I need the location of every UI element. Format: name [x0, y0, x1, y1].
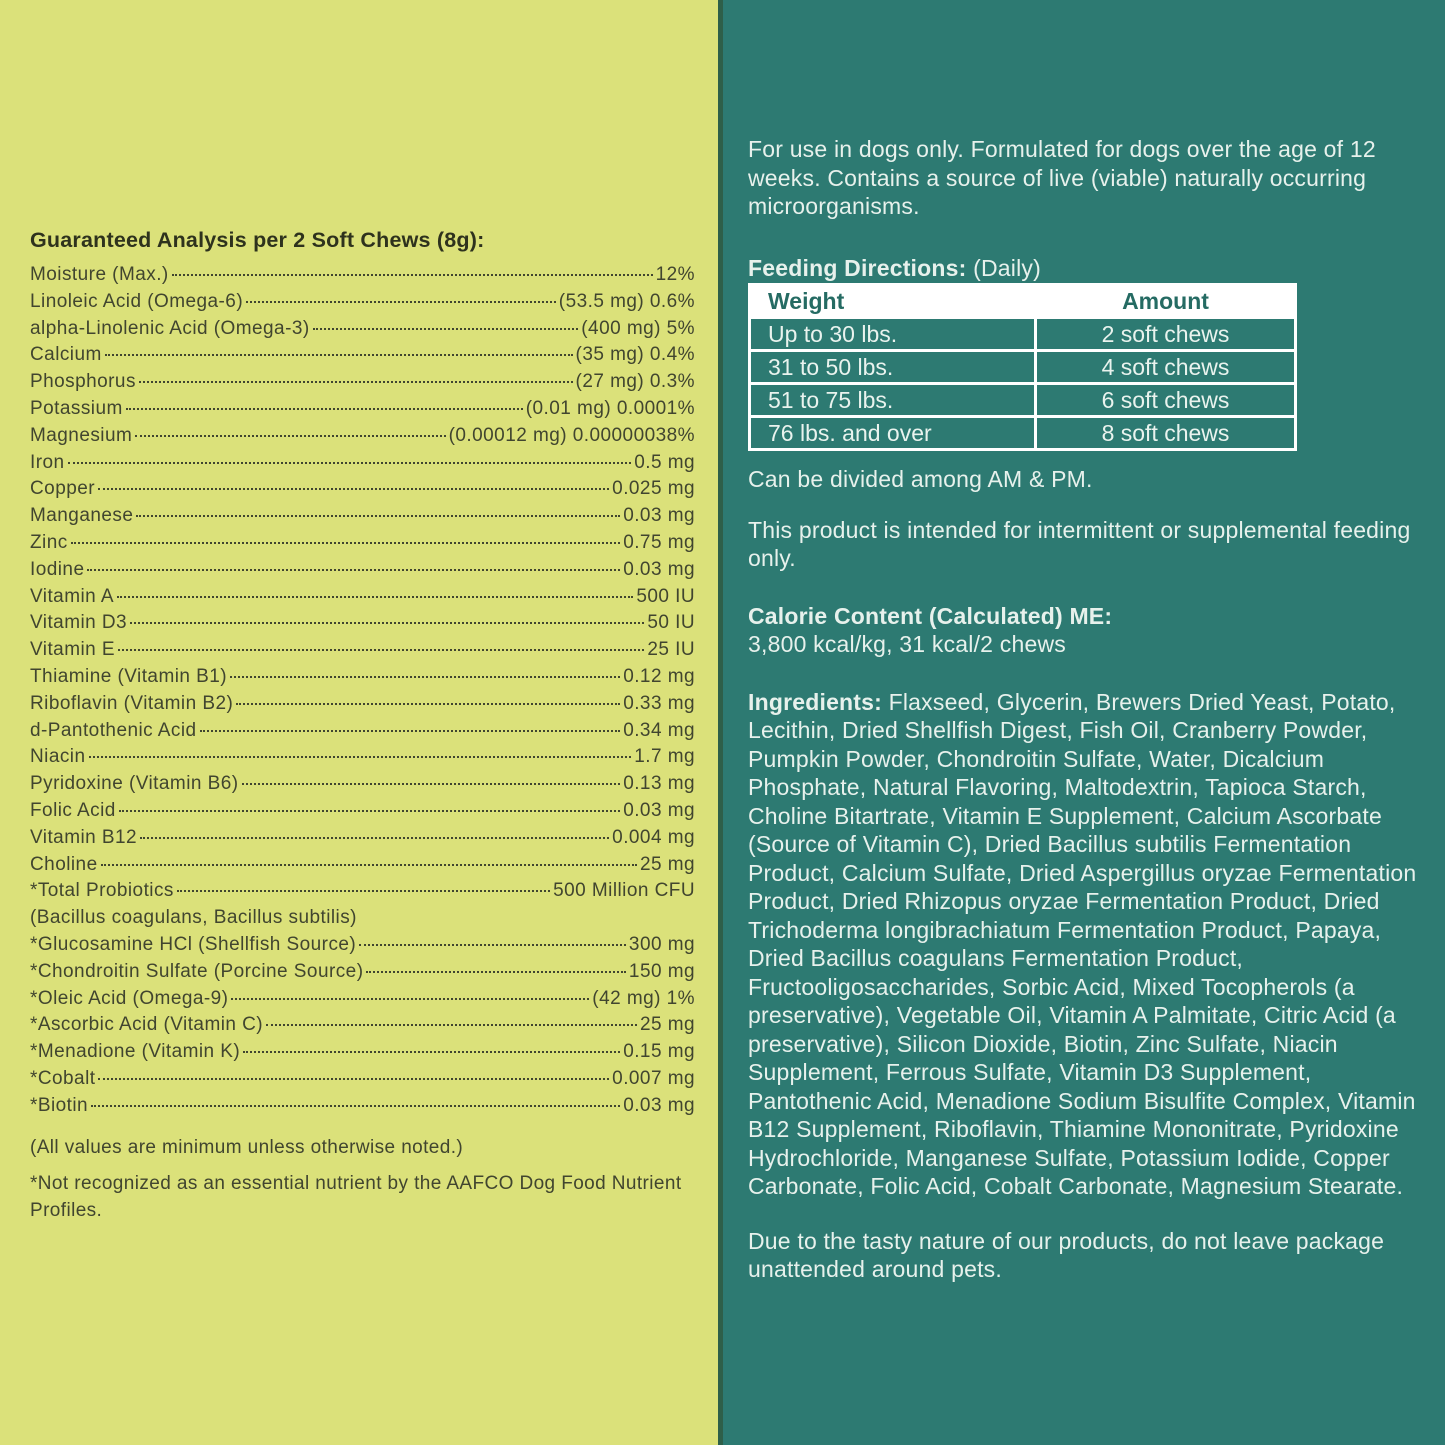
nutrient-name: Iron [30, 451, 65, 473]
calorie-content-heading: Calorie Content (Calculated) ME: [748, 602, 1113, 629]
analysis-row [30, 398, 695, 425]
analysis-row [30, 559, 695, 586]
intermittent-feeding-note: This product is intended for intermittent or supplemental feeding only. [748, 516, 1411, 571]
nutrient-name: Vitamin B12 [30, 826, 138, 848]
usage-statement: For use in dogs only. Formulated for dogs over the age of 12 weeks. Contains a source of live (viable) naturally occurring microorganisms. [748, 136, 1376, 219]
analysis-row [30, 318, 695, 345]
analysis-row [30, 425, 695, 452]
nutrient-name: Choline [30, 853, 98, 875]
nutrient-value: (35 mg) 0.4% [575, 344, 695, 366]
analysis-row [30, 586, 695, 613]
feeding-directions-label: Feeding Directions: [748, 254, 967, 281]
nutrient-value: 0.03 mg [623, 505, 695, 527]
nutrient-value: 25 mg [639, 853, 695, 875]
nutrient-value: (400 mg) 5% [581, 317, 695, 339]
analysis-row [30, 666, 695, 693]
analysis-row [30, 854, 695, 881]
nutrient-name: *Biotin [30, 1094, 89, 1116]
nutrient-name: alpha-Linolenic Acid (Omega-3) [30, 317, 310, 339]
amount-cell: 6 soft chews [1037, 385, 1294, 415]
nutrient-value: 0.03 mg [623, 558, 695, 580]
guaranteed-analysis-panel [0, 0, 718, 1445]
analysis-row [30, 907, 695, 934]
nutrient-name: Phosphorus [30, 371, 136, 393]
feeding-table-header-row [751, 286, 1294, 316]
amount-cell: 2 soft chews [1037, 319, 1294, 349]
nutrient-value: 0.34 mg [623, 719, 695, 741]
weight-column-header: Weight [751, 286, 1034, 316]
analysis-row [30, 693, 695, 720]
nutrient-value: 50 IU [647, 612, 695, 634]
nutrient-value: 0.025 mg [612, 478, 695, 500]
nutrient-name: Magnesium [30, 424, 133, 446]
nutrient-value: (0.01 mg) 0.0001% [525, 397, 695, 419]
weight-cell: 31 to 50 lbs. [751, 352, 1034, 382]
nutrient-name: *Menadione (Vitamin K) [30, 1041, 241, 1063]
nutrient-value: 0.12 mg [623, 665, 695, 687]
nutrient-value: 25 IU [647, 639, 695, 661]
nutrient-name: *Chondroitin Sulfate (Porcine Source) [30, 960, 364, 982]
nutrient-name: Vitamin E [30, 639, 116, 661]
package-warning-note: Due to the tasty nature of our products, do not leave package unattended around pets. [748, 1227, 1385, 1282]
nutrient-name: Niacin [30, 746, 86, 768]
nutrient-value: (0.00012 mg) 0.00000038% [448, 424, 695, 446]
analysis-row [30, 478, 695, 505]
analysis-row [30, 827, 695, 854]
weight-cell: Up to 30 lbs. [751, 319, 1034, 349]
analysis-row [30, 264, 695, 291]
nutrient-name: *Ascorbic Acid (Vitamin C) [30, 1014, 264, 1036]
nutrient-name: Potassium [30, 397, 123, 419]
feeding-directions-table [748, 283, 1297, 451]
analysis-row [30, 639, 695, 666]
nutrient-name: Folic Acid [30, 799, 116, 821]
minimum-values-note: (All values are minimum unless otherwise noted.) [30, 1136, 464, 1158]
nutrient-name: *Total Probiotics [30, 880, 174, 902]
aafco-note: *Not recognized as an essential nutrient by the AAFCO Dog Food Nutrient Profiles. [30, 1172, 682, 1221]
nutrient-name: Zinc [30, 531, 68, 553]
nutrient-name: Iodine [30, 558, 85, 580]
feeding-table-row [751, 385, 1294, 415]
nutrient-value: 0.33 mg [623, 692, 695, 714]
analysis-row [30, 612, 695, 639]
nutrient-value: 0.75 mg [623, 531, 695, 553]
ingredients-paragraph [748, 688, 1417, 1201]
calorie-content-value: 3,800 kcal/kg, 31 kcal/2 chews [748, 631, 1066, 657]
analysis-row [30, 371, 695, 398]
nutrient-name: Vitamin D3 [30, 612, 128, 634]
nutrient-name: Riboflavin (Vitamin B2) [30, 692, 234, 714]
nutrient-name: Manganese [30, 505, 134, 527]
nutrient-value: (53.5 mg) 0.6% [558, 290, 695, 312]
nutrient-name: *Oleic Acid (Omega-9) [30, 987, 229, 1009]
nutrient-value: 0.15 mg [623, 1041, 695, 1063]
analysis-row [30, 720, 695, 747]
nutrient-name: Thiamine (Vitamin B1) [30, 665, 228, 687]
nutrient-value: 0.03 mg [623, 1094, 695, 1116]
weight-cell: 76 lbs. and over [751, 418, 1034, 448]
amount-cell: 8 soft chews [1037, 418, 1294, 448]
nutrient-name: *Cobalt [30, 1067, 96, 1089]
analysis-row [30, 746, 695, 773]
nutrient-name: d-Pantothenic Acid [30, 719, 197, 741]
nutrient-name: (Bacillus coagulans, Bacillus subtilis) [30, 907, 357, 929]
nutrient-value: 25 mg [639, 1014, 695, 1036]
nutrient-value: 500 IU [636, 585, 695, 607]
analysis-row [30, 800, 695, 827]
guaranteed-analysis-list [30, 264, 695, 1122]
nutrient-value: 0.03 mg [623, 799, 695, 821]
nutrient-value: 500 Million CFU [553, 880, 695, 902]
feeding-ingredients-panel [723, 0, 1445, 1445]
analysis-row [30, 291, 695, 318]
nutrient-name: *Glucosamine HCl (Shellfish Source) [30, 933, 357, 955]
analysis-row [30, 1095, 695, 1122]
analysis-row [30, 961, 695, 988]
analysis-row [30, 988, 695, 1015]
nutrient-value: 0.007 mg [612, 1067, 695, 1089]
nutrient-value: 1.7 mg [634, 746, 695, 768]
analysis-row [30, 880, 695, 907]
nutrient-value: 300 mg [628, 933, 695, 955]
analysis-row [30, 1041, 695, 1068]
ingredients-label: Ingredients: [748, 688, 883, 715]
analysis-row [30, 773, 695, 800]
ingredients-text: Flaxseed, Glycerin, Brewers Dried Yeast, Potato, Lecithin, Dried Shellfish Digest, Fish Oil, Cranberry Powder, Pumpkin Powder, Chondroitin Sulfate, Water, Dicalcium Phosphate, Natural Flavoring, Maltodextrin, Tapioca Starch, Choline Bitartrate, Vitamin E Supplement, Calcium Ascorbate (Source of Vitamin C), Dried Bacillus subtilis Fermentation Product, Calcium Sulfate, Dried Aspergillus oryzae Fermentation Product, Dried Rhizopus oryzae Fermentation Product, Dried Trichoderma longibrachiatum Fermentation Product, Papaya, Dried Bacillus coagulans Fermentation Product, Fructooligosaccharides, Sorbic Acid, Mixed Tocopherols (a preservative), Vegetable Oil, Vitamin A Palmitate, Citric Acid (a preservative), Silicon Dioxide, Biotin, Zinc Sulfate, Niacin Supplement, Ferrous Sulfate, Vitamin D3 Supplement, Pantothenic Acid, Menadione Sodium Bisulfite Complex, Vitamin B12 Supplement, Riboflavin, Thiamine Mononitrate, Pyridoxine Hydrochloride, Manganese Sulfate, Potassium Iodide, Copper Carbonate, Folic Acid, Cobalt Carbonate, Magnesium Stearate. [748, 688, 1417, 1199]
nutrient-value: (42 mg) 1% [592, 987, 695, 1009]
nutrient-value: (27 mg) 0.3% [575, 371, 695, 393]
analysis-row [30, 1014, 695, 1041]
analysis-row [30, 1068, 695, 1095]
nutrient-name: Copper [30, 478, 96, 500]
nutrient-value: 0.13 mg [623, 773, 695, 795]
nutrient-name: Linoleic Acid (Omega-6) [30, 290, 244, 312]
guaranteed-analysis-title: Guaranteed Analysis per 2 Soft Chews (8g): [30, 228, 485, 252]
nutrient-value: 0.5 mg [634, 451, 695, 473]
nutrient-value: 0.004 mg [612, 826, 695, 848]
feeding-table-row [751, 319, 1294, 349]
nutrient-name: Calcium [30, 344, 102, 366]
amount-column-header: Amount [1037, 286, 1294, 316]
analysis-row [30, 532, 695, 559]
nutrient-name: Vitamin A [30, 585, 114, 607]
feeding-table-row [751, 352, 1294, 382]
nutrient-name: Moisture (Max.) [30, 264, 169, 285]
feeding-table-row [751, 418, 1294, 448]
analysis-row [30, 344, 695, 371]
nutrient-value: 150 mg [628, 960, 695, 982]
feeding-table-body [751, 319, 1294, 448]
analysis-row [30, 934, 695, 961]
feeding-frequency-label: (Daily) [973, 254, 1041, 281]
analysis-row [30, 452, 695, 479]
divided-am-pm-note: Can be divided among AM & PM. [748, 466, 1093, 492]
nutrient-value: 12% [655, 264, 695, 285]
nutrient-name: Pyridoxine (Vitamin B6) [30, 773, 239, 795]
analysis-row [30, 505, 695, 532]
feeding-directions-heading [748, 254, 1417, 283]
amount-cell: 4 soft chews [1037, 352, 1294, 382]
weight-cell: 51 to 75 lbs. [751, 385, 1034, 415]
